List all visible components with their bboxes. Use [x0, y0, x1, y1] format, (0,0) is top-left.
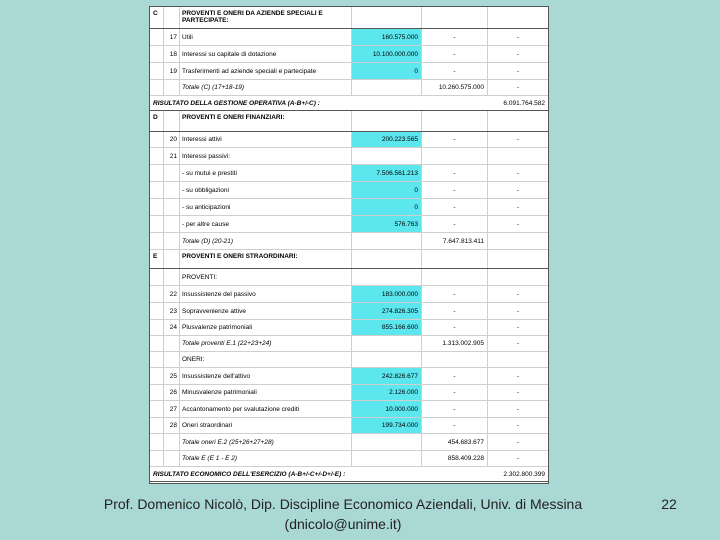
value-column-2: 1.313.002.905 — [422, 336, 488, 351]
item-number: 23 — [164, 303, 180, 319]
item-description: - su anticipazioni — [180, 199, 352, 215]
section-letter — [150, 336, 164, 351]
value-column-3: - — [516, 307, 520, 315]
table-row — [150, 303, 548, 320]
value-column-2: - — [422, 29, 488, 45]
item-number: 25 — [164, 368, 180, 384]
value-column-1 — [352, 269, 422, 285]
value-column-1: 0 — [352, 63, 422, 79]
value-column-2: 454.683.677 — [422, 434, 488, 450]
item-number — [164, 451, 180, 466]
item-number — [164, 182, 180, 198]
item-number — [164, 80, 180, 95]
section-letter — [150, 418, 164, 433]
item-number — [164, 199, 180, 215]
item-number — [164, 352, 180, 367]
table-row — [150, 216, 548, 233]
item-description: Interessi su capitale di dotazione — [180, 46, 352, 62]
item-number: 28 — [164, 418, 180, 433]
value-column-2: - — [422, 303, 488, 319]
value-column-3: - — [516, 50, 520, 58]
value-column-2: - — [422, 199, 488, 215]
item-description: PROVENTI E ONERI DA AZIENDE SPECIALI E PARTECIPATE: — [180, 7, 352, 28]
item-number — [164, 233, 180, 249]
section-letter — [150, 269, 164, 285]
section-letter — [150, 199, 164, 215]
value-column-2: - — [422, 182, 488, 198]
value-column-2: - — [422, 216, 488, 232]
value-column-3 — [488, 269, 548, 285]
value-column-1: 0 — [352, 199, 422, 215]
item-number — [164, 434, 180, 450]
item-number — [164, 7, 180, 28]
value-column-3: - — [516, 405, 520, 413]
item-description: Accantonamento per svalutazione crediti — [180, 401, 352, 417]
item-description: Totale (D) (20-21) — [180, 233, 352, 249]
item-description: ONERI: — [180, 352, 352, 367]
value-column-1: 7.506.561.213 — [352, 165, 422, 181]
item-number: 18 — [164, 46, 180, 62]
value-column-3: - — [516, 372, 520, 380]
value-column-2: 7.647.813.411 — [422, 233, 488, 249]
value-column-1: 160.575.000 — [352, 29, 422, 45]
value-column-1: 242.826.677 — [352, 368, 422, 384]
result-value: 6.091.764.582 — [503, 99, 545, 107]
table-row — [150, 80, 548, 96]
section-letter — [150, 286, 164, 302]
value-column-1: 855.166.600 — [352, 320, 422, 335]
section-letter — [150, 80, 164, 95]
table-row — [150, 111, 548, 132]
section-letter — [150, 148, 164, 164]
item-number: 22 — [164, 286, 180, 302]
value-column-3: - — [516, 136, 520, 143]
table-row — [150, 233, 548, 250]
value-column-3: - — [516, 169, 520, 177]
table-row — [150, 46, 548, 63]
section-letter — [150, 216, 164, 232]
table-row — [150, 269, 548, 286]
value-column-2 — [422, 148, 488, 164]
table-row — [150, 352, 548, 368]
value-column-1 — [352, 451, 422, 466]
value-column-3 — [488, 352, 548, 367]
value-column-2 — [422, 111, 488, 131]
section-letter — [150, 303, 164, 319]
item-description: Insussistenze dell'attivo — [180, 368, 352, 384]
value-column-1: 576.763 — [352, 216, 422, 232]
table-row — [150, 451, 548, 467]
value-column-2: - — [422, 368, 488, 384]
value-column-2: - — [422, 165, 488, 181]
item-number: 24 — [164, 320, 180, 335]
value-column-1 — [352, 111, 422, 131]
value-column-2: - — [422, 418, 488, 433]
section-letter — [150, 132, 164, 147]
value-column-2 — [422, 250, 488, 268]
value-column-2: - — [422, 286, 488, 302]
item-description: Minusvalenze patrimoniali — [180, 385, 352, 400]
section-letter: C — [150, 7, 164, 28]
value-column-1 — [352, 80, 422, 95]
value-column-3 — [488, 148, 548, 164]
table-row — [150, 7, 548, 29]
item-description: - per altre cause — [180, 216, 352, 232]
table-row — [150, 165, 548, 182]
table-row — [150, 199, 548, 216]
value-column-2: - — [422, 46, 488, 62]
value-column-2: - — [422, 401, 488, 417]
value-column-3: - — [516, 67, 520, 75]
table-row — [150, 96, 548, 111]
table-row — [150, 368, 548, 385]
item-description: - su obbligazioni — [180, 182, 352, 198]
item-description: Totale oneri E.2 (25+26+27+28) — [180, 434, 352, 450]
value-column-3 — [488, 111, 548, 131]
item-number — [164, 111, 180, 131]
value-column-1: 10.000.000 — [352, 401, 422, 417]
table-row — [150, 182, 548, 199]
value-column-1: 10.100.000.000 — [352, 46, 422, 62]
item-number — [164, 250, 180, 268]
page-number: 22 — [661, 496, 677, 512]
item-number: 20 — [164, 132, 180, 147]
value-column-1 — [352, 434, 422, 450]
item-number: 27 — [164, 401, 180, 417]
value-column-2 — [422, 7, 488, 28]
item-number: 19 — [164, 63, 180, 79]
item-description: PROVENTI E ONERI FINANZIARI: — [180, 111, 352, 131]
table-row — [150, 434, 548, 451]
value-column-3 — [488, 7, 548, 28]
item-description: Totale proventi E.1 (22+23+24) — [180, 336, 352, 351]
section-letter — [150, 165, 164, 181]
value-column-1: 199.734.000 — [352, 418, 422, 433]
item-description: Plusvalenze patrimoniali — [180, 320, 352, 335]
value-column-2: 858.409.228 — [422, 451, 488, 466]
value-column-1: 0 — [352, 182, 422, 198]
value-column-2 — [422, 352, 488, 367]
result-label: RISULTATO DELLA GESTIONE OPERATIVA (A-B+/-C) : — [153, 99, 320, 107]
section-letter — [150, 46, 164, 62]
value-column-2: - — [422, 320, 488, 335]
item-number — [164, 165, 180, 181]
item-description: Oneri straordinari — [180, 418, 352, 433]
item-number: 17 — [164, 29, 180, 45]
item-number: 26 — [164, 385, 180, 400]
table-row — [150, 29, 548, 46]
section-letter — [150, 29, 164, 45]
section-letter — [150, 451, 164, 466]
financial-statement-table — [149, 6, 549, 484]
value-column-1: 183.000.000 — [352, 286, 422, 302]
section-letter — [150, 352, 164, 367]
value-column-1: 2.126.000 — [352, 385, 422, 400]
result-value: 2.302.800.399 — [503, 470, 545, 478]
section-letter: E — [150, 250, 164, 268]
value-column-3: - — [516, 340, 520, 347]
section-letter — [150, 182, 164, 198]
section-letter — [150, 368, 164, 384]
section-letter: D — [150, 111, 164, 131]
item-number — [164, 336, 180, 351]
table-row — [150, 336, 548, 352]
value-column-3: - — [516, 33, 520, 41]
value-column-3 — [488, 250, 548, 268]
table-row — [150, 132, 548, 148]
item-description: Totale (C) (17+18-19) — [180, 80, 352, 95]
item-number: 21 — [164, 148, 180, 164]
value-column-3: - — [516, 203, 520, 211]
section-letter — [150, 320, 164, 335]
item-number — [164, 216, 180, 232]
item-description: Interessi attivi — [180, 132, 352, 147]
value-column-3: - — [516, 84, 520, 91]
item-description: Insussistenze del passivo — [180, 286, 352, 302]
table-row — [150, 320, 548, 336]
item-description: Utili — [180, 29, 352, 45]
value-column-3: - — [516, 422, 520, 429]
table-row — [150, 286, 548, 303]
result-label: RISULTATO ECONOMICO DELL'ESERCIZIO (A-B+/-C+/-D+/-E) : — [153, 470, 346, 478]
value-column-2: 10.260.575.000 — [422, 80, 488, 95]
item-description: - su mutui e prestiti — [180, 165, 352, 181]
value-column-3: - — [516, 220, 520, 228]
value-column-2: - — [422, 63, 488, 79]
table-row — [150, 418, 548, 434]
table-row — [150, 250, 548, 269]
value-column-1: 274.826.305 — [352, 303, 422, 319]
section-letter — [150, 434, 164, 450]
slide-footer: Prof. Domenico Nicolò, Dip. Discipline Economico Aziendali, Univ. di Messina (dnicolo@unime.it) — [103, 496, 583, 532]
value-column-1: 200.223.565 — [352, 132, 422, 147]
value-column-2: - — [422, 132, 488, 147]
value-column-2 — [422, 269, 488, 285]
value-column-3: - — [516, 438, 520, 446]
value-column-3: - — [516, 455, 520, 462]
table-row — [150, 467, 548, 482]
table-row — [150, 63, 548, 80]
item-description: Totale E (E 1 - E 2) — [180, 451, 352, 466]
value-column-3 — [488, 233, 548, 249]
value-column-2: - — [422, 385, 488, 400]
item-number — [164, 269, 180, 285]
value-column-3: - — [516, 324, 520, 331]
item-description: Sopravvenienze attive — [180, 303, 352, 319]
value-column-3: - — [516, 389, 520, 396]
value-column-1 — [352, 336, 422, 351]
item-description: PROVENTI E ONERI STRAORDINARI: — [180, 250, 352, 268]
table-row — [150, 385, 548, 401]
value-column-3: - — [516, 290, 520, 298]
value-column-1 — [352, 352, 422, 367]
value-column-1 — [352, 250, 422, 268]
item-description: PROVENTI: — [180, 269, 352, 285]
value-column-1 — [352, 148, 422, 164]
value-column-3: - — [516, 186, 520, 194]
value-column-1 — [352, 7, 422, 28]
value-column-1 — [352, 233, 422, 249]
item-description: Trasferimenti ad aziende speciali e partecipate — [180, 63, 352, 79]
section-letter — [150, 63, 164, 79]
item-description: Interessi passivi: — [180, 148, 352, 164]
section-letter — [150, 233, 164, 249]
section-letter — [150, 401, 164, 417]
section-letter — [150, 385, 164, 400]
table-row — [150, 401, 548, 418]
table-row — [150, 148, 548, 165]
